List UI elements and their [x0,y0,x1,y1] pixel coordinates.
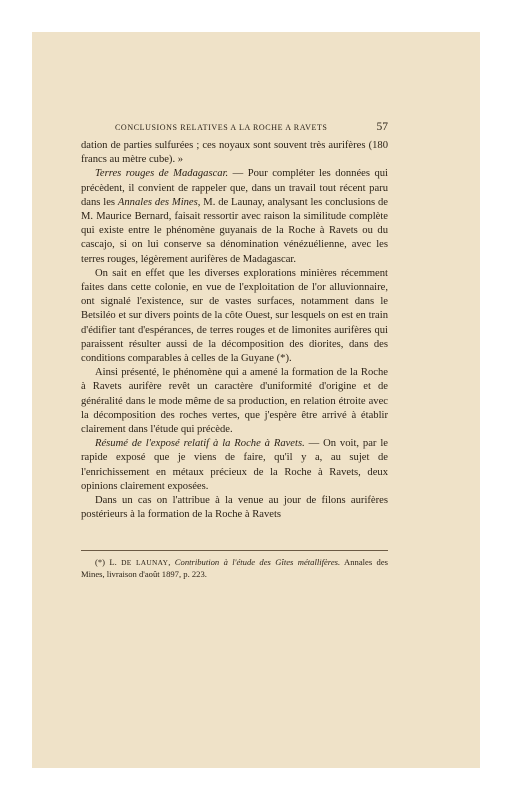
page-header [81,120,388,136]
footnote-divider [81,550,388,551]
paragraph-1: dation de parties sulfurées ; ces noyaux sont souvent très aurifères (180 francs au mètre cube). » [81,140,388,166]
paragraph-4: Ainsi présenté, le phénomène qui a amené la formation de la Roche à Ravets aurifère revêt un caractère d'uniformité d'origine et de généralité dans le mode même de sa production, en relation étroite avec la décomposition des roches vertes, que j'espère être arrivé à établir clairement dans l'étude qui précède. [81,367,388,436]
paragraph-3: On sait en effet que les diverses explorations minières récemment faites dans cette colonie, en vue de l'exploitation de l'or alluvionnaire, ont signalé l'existence, sur de vastes surfaces, notamment dans le Betsiléo et sur divers points de la côte Ouest, sur lesquels on est en train d'édifier tant d'espérances, de terres rouges et de limonites aurifères qui paraissent résulter aussi de la décomposition des diorites, dans des conditions comparables à celles de la Guyane (*). [81,267,388,365]
page-number: 57 [376,121,388,133]
paragraph-resume: Résumé de l'exposé relatif à la Roche à Ravets. — On voit, par le rapide exposé que je viens de faire, qu'il y a, au sujet de l'enrichissement en métaux précieux de la Roche à Ravets, deux opinions clairement exposées. [81,438,388,492]
paragraph-6: Dans un cas on l'attribue à la venue au jour de filons aurifères postérieurs à la formation de la Roche à Ravets [81,495,388,521]
running-title: CONCLUSIONS RELATIVES A LA ROCHE A RAVETS [115,123,328,132]
journal-title: Annales des Mines [117,196,198,208]
paragraph-madagascar: Terres rouges de Madagascar. — Pour compléter les données qui précèdent, il convient de rappeler que, dans un travail tout récent paru dans les Annales des Mines, M. de Launay, analysant les conclusions de M. Maurice Bernard, faisait ressortir avec raison la similitude complète qui existe entre le phénomène guyanais de la Roche à Ravets ou du cascajo, si on lui conserve sa dénomination vénézuélienne, avec les terres rouges, légèrement aurifères de Madagascar. [81,168,388,265]
section-heading-madagascar: Terres rouges de Madagascar. [95,168,229,180]
book-page [81,120,388,581]
footnote-title: Contribution à l'étude des Gîtes métallifères. [174,557,341,568]
footnote: (*) L. DE LAUNAY, Contribution à l'étude des Gîtes métallifères. Annales des Mines, livraison d'août 1897, p. 223. [81,557,389,580]
section-heading-resume: Résumé de l'exposé relatif à la Roche à Ravets. [95,438,305,450]
footnote-author: DE LAUNAY [121,558,169,568]
